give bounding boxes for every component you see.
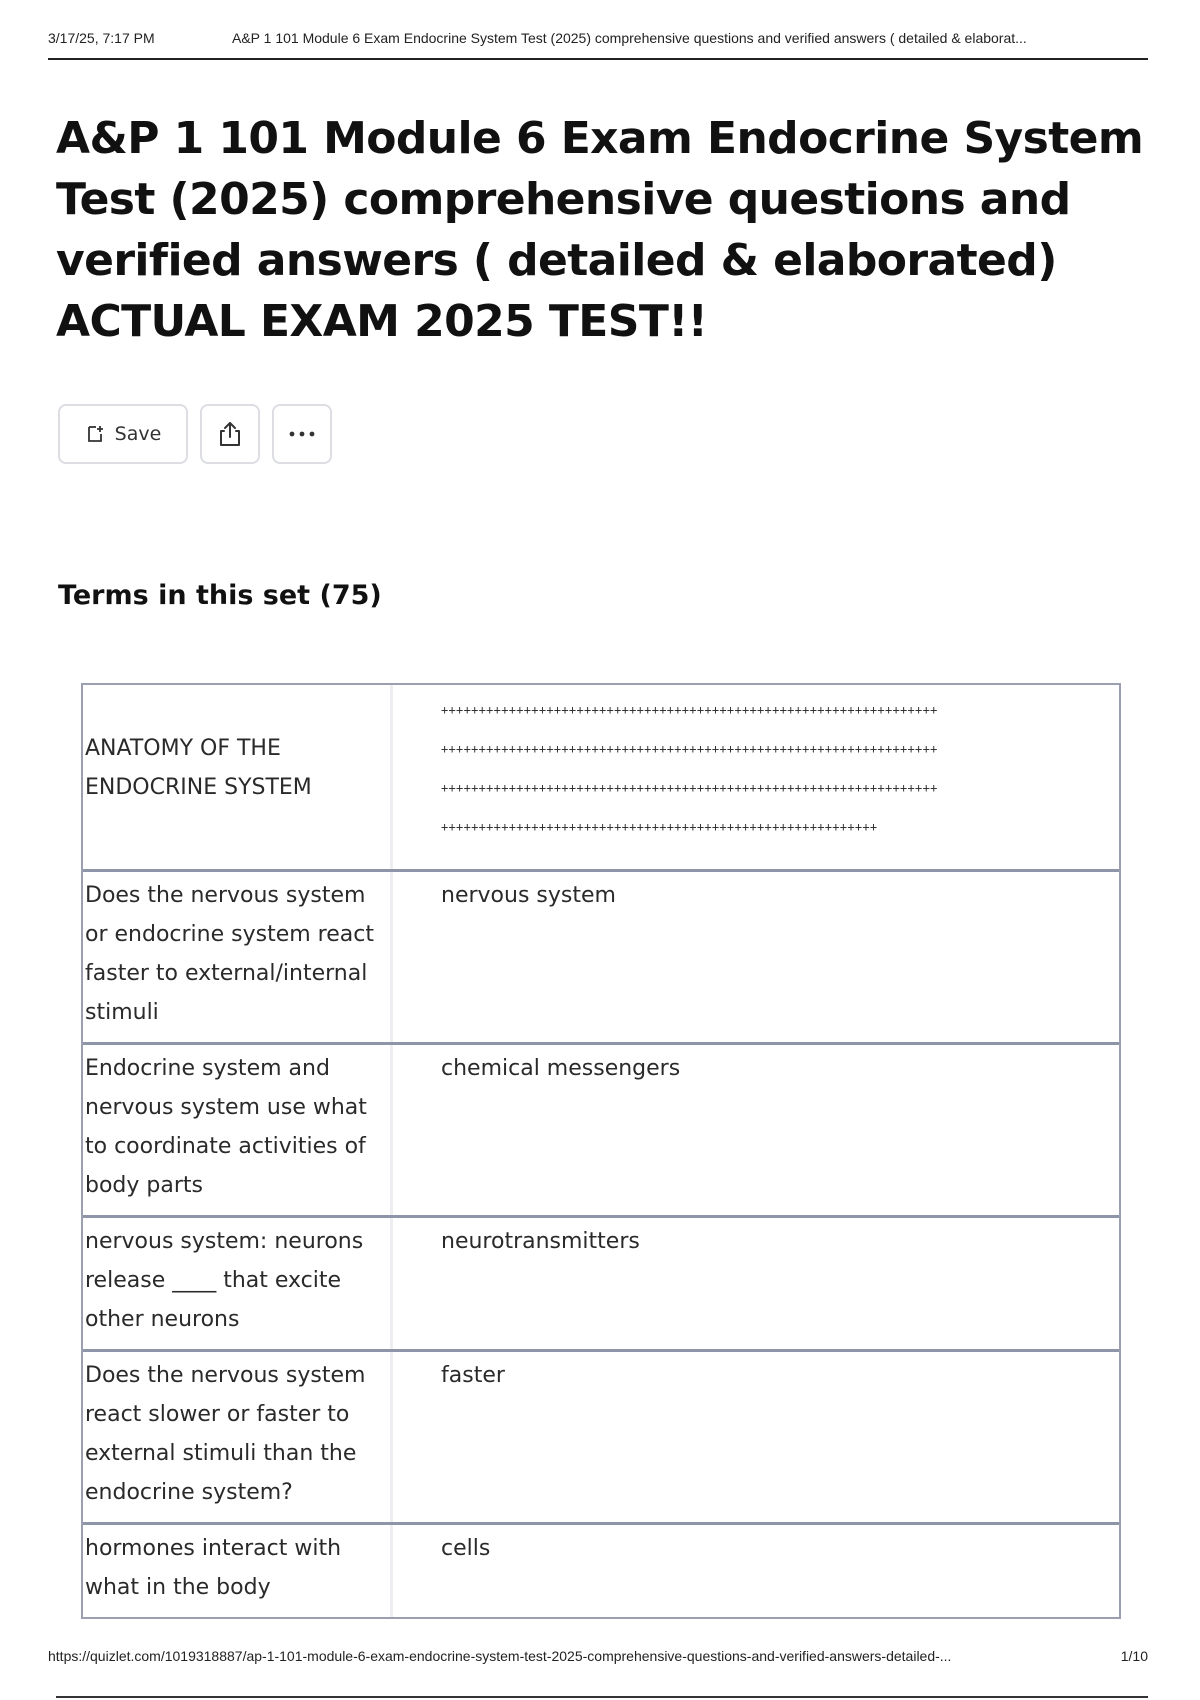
term-row bbox=[83, 1042, 1119, 1215]
page-title: A&P 1 101 Module 6 Exam Endocrine System Test (2025) comprehensive questions and verified answers ( detailed & elaborated) ACTUAL EXAM 2025 TEST!! bbox=[56, 113, 1144, 347]
term-row bbox=[83, 1215, 1119, 1349]
term-row bbox=[83, 869, 1119, 1042]
definition-line: ++++++++++++++++++++++++++++++++++++++++++++++++++++++++++++++++++ bbox=[441, 742, 938, 756]
share-icon bbox=[215, 419, 245, 449]
term-text: hormones interact with what in the body bbox=[83, 1525, 393, 1617]
terms-table bbox=[81, 683, 1121, 1619]
definition-line: ++++++++++++++++++++++++++++++++++++++++++++++++++++++++++++++++++ bbox=[441, 703, 938, 717]
term-text: nervous system: neurons release ____ that excite other neurons bbox=[83, 1218, 393, 1349]
definition-line: ++++++++++++++++++++++++++++++++++++++++++++++++++++++++++++++++++ bbox=[441, 781, 938, 795]
term-text: Endocrine system and nervous system use what to coordinate activities of body parts bbox=[83, 1045, 393, 1215]
footer-divider bbox=[56, 1696, 1148, 1698]
definition-line: ++++++++++++++++++++++++++++++++++++++++++++++++++++++++++ bbox=[441, 820, 878, 834]
definition-text: nervous system bbox=[441, 883, 616, 908]
print-doc-title: A&P 1 101 Module 6 Exam Endocrine System Test (2025) comprehensive questions and verified answers ( detailed & elaborat... bbox=[232, 30, 1027, 46]
term-text: Does the nervous system or endocrine system react faster to external/internal stimuli bbox=[83, 872, 393, 1042]
save-icon bbox=[85, 424, 105, 444]
print-url: https://quizlet.com/1019318887/ap-1-101-module-6-exam-endocrine-system-test-2025-comprehensive-questions-and-verified-answers-detailed-... bbox=[48, 1648, 952, 1664]
definition-text: cells bbox=[441, 1536, 491, 1561]
page-number: 1/10 bbox=[1120, 1648, 1148, 1664]
definition-text bbox=[393, 685, 1119, 869]
term-row bbox=[83, 1349, 1119, 1522]
definition-text: neurotransmitters bbox=[441, 1229, 640, 1254]
terms-heading: Terms in this set (75) bbox=[58, 580, 382, 611]
save-button[interactable] bbox=[58, 404, 188, 464]
term-text: ANATOMY OF THE ENDOCRINE SYSTEM bbox=[83, 685, 393, 869]
term-row bbox=[83, 685, 1119, 869]
definition-text: faster bbox=[441, 1363, 505, 1388]
more-options-button[interactable] bbox=[272, 404, 332, 464]
action-bar bbox=[58, 404, 332, 464]
term-text: Does the nervous system react slower or faster to external stimuli than the endocrine system? bbox=[83, 1352, 393, 1522]
print-date: 3/17/25, 7:17 PM bbox=[48, 30, 155, 46]
definition-text: chemical messengers bbox=[441, 1056, 681, 1081]
save-label: Save bbox=[114, 423, 162, 445]
print-header bbox=[48, 30, 1148, 60]
term-row bbox=[83, 1522, 1119, 1617]
share-button[interactable] bbox=[200, 404, 260, 464]
more-icon bbox=[287, 429, 317, 439]
